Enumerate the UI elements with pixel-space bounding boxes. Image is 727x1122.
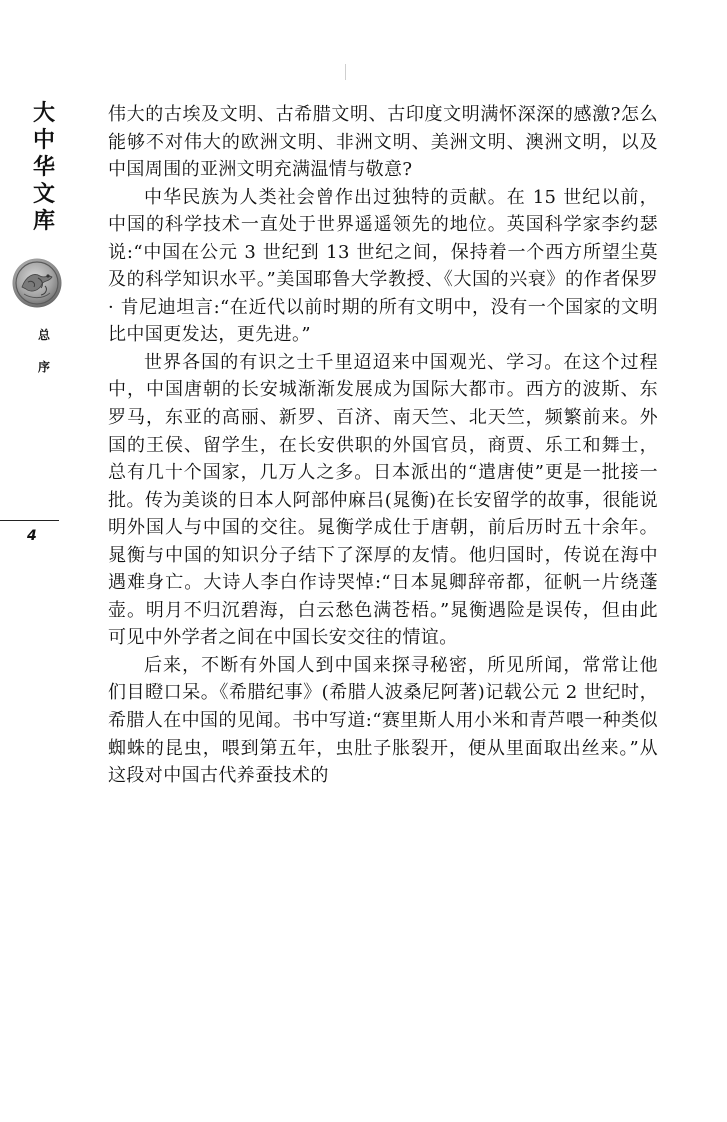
page-number: 4 xyxy=(27,528,37,544)
series-title xyxy=(31,100,57,235)
series-title-char: 库 xyxy=(32,208,55,234)
body-text xyxy=(108,101,658,790)
top-margin-tick xyxy=(345,64,346,80)
paragraph: 中华民族为人类社会曾作出过独特的贡献。在 15 世纪以前，中国的科学技术一直处于世界遥遥领先的地位。英国科学家李约瑟说:“中国在公元 3 世纪到 13 世纪之间，保持着一个西方所望尘莫及的科学知识水平。”美国耶鲁大学教授、《大国的兴衰》的作者保罗 · 肯尼迪坦言:“在近代以前时期的所有文明中，没有一个国家的文明比中国更发达，更先进。” xyxy=(108,186,658,346)
section-title xyxy=(34,328,54,392)
series-title-char: 中 xyxy=(32,127,55,153)
section-title-char: 序 xyxy=(37,360,50,374)
margin-divider xyxy=(0,520,59,521)
section-title-char: 总 xyxy=(37,328,50,342)
dragon-medallion-icon xyxy=(12,258,62,308)
series-title-char: 大 xyxy=(32,100,55,126)
series-title-char: 华 xyxy=(32,154,55,180)
paragraph: 伟大的古埃及文明、古希腊文明、古印度文明满怀深深的感激?怎么能够不对伟大的欧洲文明、非洲文明、美洲文明、澳洲文明，以及中国周围的亚洲文明充满温情与敬意? xyxy=(108,104,658,181)
paragraph: 后来，不断有外国人到中国来探寻秘密，所见所闻，常常让他们目瞪口呆。《希腊纪事》(希腊人波桑尼阿著)记载公元 2 世纪时，希腊人在中国的见闻。书中写道:“赛里斯人用小米和青芦喂一种类似蜘蛛的昆虫，喂到第五年，虫肚子胀裂开，便从里面取出丝来。”从这段对中国古代养蚕技术的 xyxy=(108,654,658,787)
paragraph: 世界各国的有识之士千里迢迢来中国观光、学习。在这个过程中，中国唐朝的长安城渐渐发展成为国际大都市。西方的波斯、东罗马，东亚的高丽、新罗、百济、南天竺、北天竺，频繁前来。外国的王侯、留学生，在长安供职的外国官员，商贾、乐工和舞士，总有几十个国家，几万人之多。日本派出的“遣唐使”更是一批接一批。传为美谈的日本人阿部仲麻吕(晁衡)在长安留学的故事，很能说明外国人与中国的交往。晁衡学成仕于唐朝，前后历时五十余年。晁衡与中国的知识分子结下了深厚的友情。他归国时，传说在海中遇难身亡。大诗人李白作诗哭悼:“日本晁卿辞帝都，征帆一片绕蓬壶。明月不归沉碧海，白云愁色满苍梧。”晁衡遇险是误传，但由此可见中外学者之间在中国长安交往的情谊。 xyxy=(108,351,658,649)
series-title-char: 文 xyxy=(32,181,55,207)
